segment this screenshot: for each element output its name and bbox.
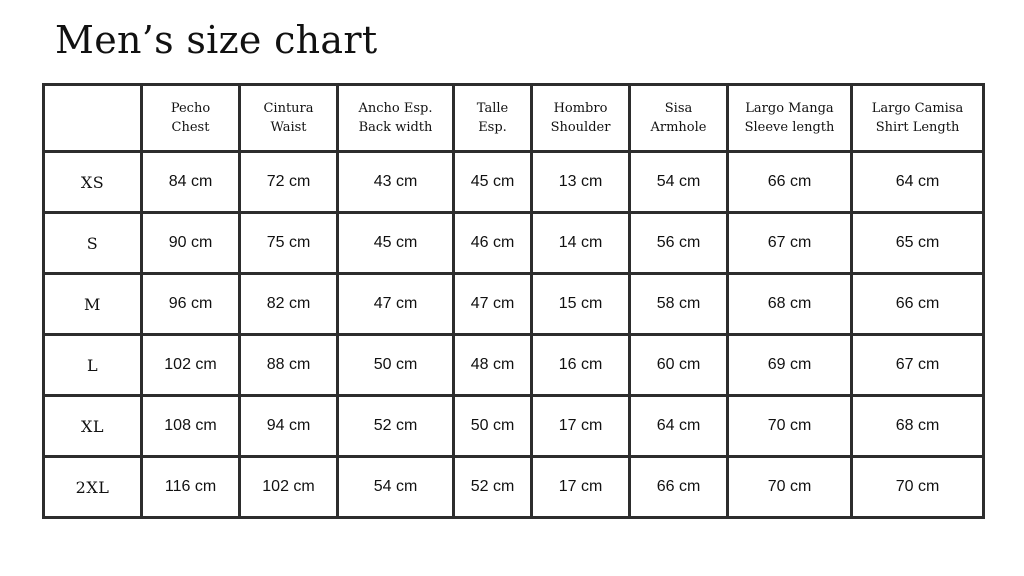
column-header-armhole — [630, 85, 728, 152]
table-cell: 66 cm — [630, 457, 728, 518]
table-row — [44, 396, 984, 457]
size-label: 2XL — [44, 457, 142, 518]
size-label: L — [44, 335, 142, 396]
table-cell: 47 cm — [454, 274, 532, 335]
table-cell: 68 cm — [728, 274, 852, 335]
table-cell: 102 cm — [142, 335, 240, 396]
table-cell: 90 cm — [142, 213, 240, 274]
table-cell: 64 cm — [630, 396, 728, 457]
table-cell: 65 cm — [852, 213, 984, 274]
size-label: S — [44, 213, 142, 274]
table-cell: 58 cm — [630, 274, 728, 335]
column-header-line: Chest — [171, 120, 210, 135]
column-header-sleeve-length — [728, 85, 852, 152]
column-header-line: Cintura — [263, 101, 314, 116]
table-cell: 45 cm — [454, 152, 532, 213]
column-header-line: Largo Camisa — [871, 101, 964, 116]
table-cell: 64 cm — [852, 152, 984, 213]
column-header-line: Armhole — [650, 120, 707, 135]
table-cell: 45 cm — [338, 213, 454, 274]
table-cell: 66 cm — [852, 274, 984, 335]
table-cell: 17 cm — [532, 457, 630, 518]
table-cell: 56 cm — [630, 213, 728, 274]
size-label: XL — [44, 396, 142, 457]
table-cell: 108 cm — [142, 396, 240, 457]
column-header-chest — [142, 85, 240, 152]
table-cell: 96 cm — [142, 274, 240, 335]
table-cell: 50 cm — [454, 396, 532, 457]
size-label: XS — [44, 152, 142, 213]
table-row — [44, 213, 984, 274]
column-header-back-width — [338, 85, 454, 152]
table-cell: 70 cm — [728, 396, 852, 457]
table-cell: 70 cm — [728, 457, 852, 518]
column-header-line: Shirt Length — [875, 120, 960, 135]
column-header-shoulder — [532, 85, 630, 152]
table-cell: 47 cm — [338, 274, 454, 335]
size-label: M — [44, 274, 142, 335]
table-cell: 48 cm — [454, 335, 532, 396]
column-header-line: Largo Manga — [745, 101, 834, 116]
table-cell: 16 cm — [532, 335, 630, 396]
table-cell: 15 cm — [532, 274, 630, 335]
table-cell: 75 cm — [240, 213, 338, 274]
table-cell: 102 cm — [240, 457, 338, 518]
column-header-line: Esp. — [478, 120, 507, 135]
table-cell: 70 cm — [852, 457, 984, 518]
table-cell: 52 cm — [338, 396, 454, 457]
column-header-line: Pecho — [170, 101, 211, 116]
table-cell: 68 cm — [852, 396, 984, 457]
table-cell: 94 cm — [240, 396, 338, 457]
size-chart-table — [42, 83, 985, 519]
table-cell: 72 cm — [240, 152, 338, 213]
table-row — [44, 457, 984, 518]
table-cell: 50 cm — [338, 335, 454, 396]
table-cell: 17 cm — [532, 396, 630, 457]
column-header-line: Sisa — [664, 101, 693, 116]
table-cell: 84 cm — [142, 152, 240, 213]
table-cell: 54 cm — [338, 457, 454, 518]
column-header-waist — [240, 85, 338, 152]
column-header-shirt-length — [852, 85, 984, 152]
column-header-line: Waist — [270, 120, 307, 135]
table-row — [44, 152, 984, 213]
column-header-line: Talle — [476, 101, 509, 116]
table-cell: 66 cm — [728, 152, 852, 213]
table-cell: 60 cm — [630, 335, 728, 396]
column-header-back-length — [454, 85, 532, 152]
corner-cell — [44, 85, 142, 152]
table-cell: 14 cm — [532, 213, 630, 274]
table-cell: 43 cm — [338, 152, 454, 213]
column-header-line: Back width — [358, 120, 433, 135]
table-cell: 13 cm — [532, 152, 630, 213]
column-header-line: Sleeve length — [744, 120, 835, 135]
table-cell: 46 cm — [454, 213, 532, 274]
column-header-line: Ancho Esp. — [358, 101, 433, 116]
table-cell: 88 cm — [240, 335, 338, 396]
column-header-line: Shoulder — [550, 120, 611, 135]
column-header-line: Hombro — [553, 101, 608, 116]
table-cell: 67 cm — [728, 213, 852, 274]
header-row — [44, 85, 984, 152]
table-cell: 67 cm — [852, 335, 984, 396]
table-cell: 54 cm — [630, 152, 728, 213]
table-cell: 52 cm — [454, 457, 532, 518]
table-row — [44, 274, 984, 335]
table-row — [44, 335, 984, 396]
page-title: Men’s size chart — [55, 18, 378, 62]
table-cell: 82 cm — [240, 274, 338, 335]
table-cell: 116 cm — [142, 457, 240, 518]
table-cell: 69 cm — [728, 335, 852, 396]
